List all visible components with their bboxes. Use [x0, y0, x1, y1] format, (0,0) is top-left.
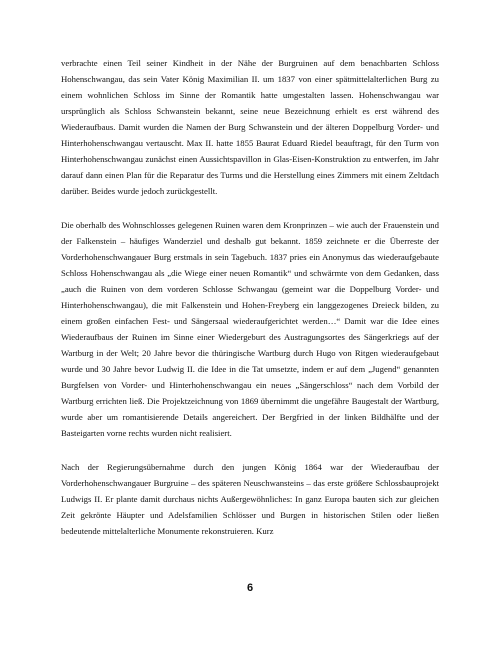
paragraph-3: Nach der Regierungsübernahme durch den jungen König 1864 war der Wiederaufbau der Vorderhohenschwangauer Burgruine – des späteren Neuschwansteins – das erste größere Schlossbauprojekt Ludwigs II. Er plante damit durchaus nichts Außergewöhnliches: In ganz Europa bauten sich zur gleichen Zeit gekrönte Häupter und Adelsfamilien Schlösser und Burgen in historischen Stilen oder ließen bedeutende mittelalterliche Monumente rekonstruieren. Kurz	[61, 462, 439, 536]
paragraph-2: Die oberhalb des Wohnschlosses gelegenen Ruinen waren dem Kronprinzen – wie auch der Frauenstein und der Falkenstein – häufiges Wanderziel und deshalb gut bekannt. 1859 zeichnete er die Überreste der Vorderhohenschwangauer Burg erstmals in sein Tagebuch. 1837 pries ein Anonymus das wiederaufgebaute Schloss Hohenschwangau als „die Wiege einer neuen Romantik“ und schwärmte von dem Gedanken, dass „auch die Ruinen von dem vorderen Schlosse Schwangau (gemeint war die Doppelburg Vorder- und Hinterhohenschwangau), die mit Falkenstein und Hohen-Freyberg ein langgezogenes Dreieck bilden, zu einem großen einfachen Fest- und Sängersaal wiederaufgerichtet werden…“ Damit war die Idee eines Wiederaufbaus der Ruinen im Sinne einer Wiedergeburt des Austragungsortes des Sängerkriegs auf der Wartburg in der Welt; 20 Jahre bevor die thüringische Wartburg durch Hugo von Ritgen wiederaufgebaut wurde und 30 Jahre bevor Ludwig II. die Idee in die Tat umsetzte, indem er auf dem „Jugend“ genannten Burgfelsen von Vorder- und Hinterhohenschwangau ein neues „Sängerschloss“ nach dem Vorbild der Wartburg errichten ließ. Die Projektzeichnung von 1869 übernimmt die ungefähre Baugestalt der Wartburg, wurde aber um romantisierende Details angereichert. Der Bergfried in der linken Bildhälfte und der Basteigarten vorne rechts wurden nicht realisiert.	[61, 220, 439, 438]
body-text	[61, 55, 439, 557]
paragraph-1: verbrachte einen Teil seiner Kindheit in der Nähe der Burgruinen auf dem benachbarten Schloss Hohenschwangau, das sein Vater König Maximilian II. um 1837 von einer spätmittelalterlichen Burg zu einem wohnlichen Schloss im Sinne der Romantik hatte umgestalten lassen. Hohenschwangau war ursprünglich als Schloss Schwanstein bekannt, seine neue Bezeichnung erhielt es erst während des Wiederaufbaus. Damit wurden die Namen der Burg Schwanstein und der älteren Doppelburg Vorder- und Hinterhohenschwangau vertauscht. Max II. hatte 1855 Baurat Eduard Riedel beauftragt, für den Turm von Hinterhohenschwangau zunächst einen Aussichtspavillon in Glas-Eisen-Konstruktion zu entwerfen, im Jahr darauf dann einen Plan für die Reparatur des Turms und die Herstellung eines Zimmers mit einem Zeltdach darüber. Beides wurde jedoch zurückgestellt.	[61, 58, 439, 196]
page-number: 6	[246, 582, 254, 594]
